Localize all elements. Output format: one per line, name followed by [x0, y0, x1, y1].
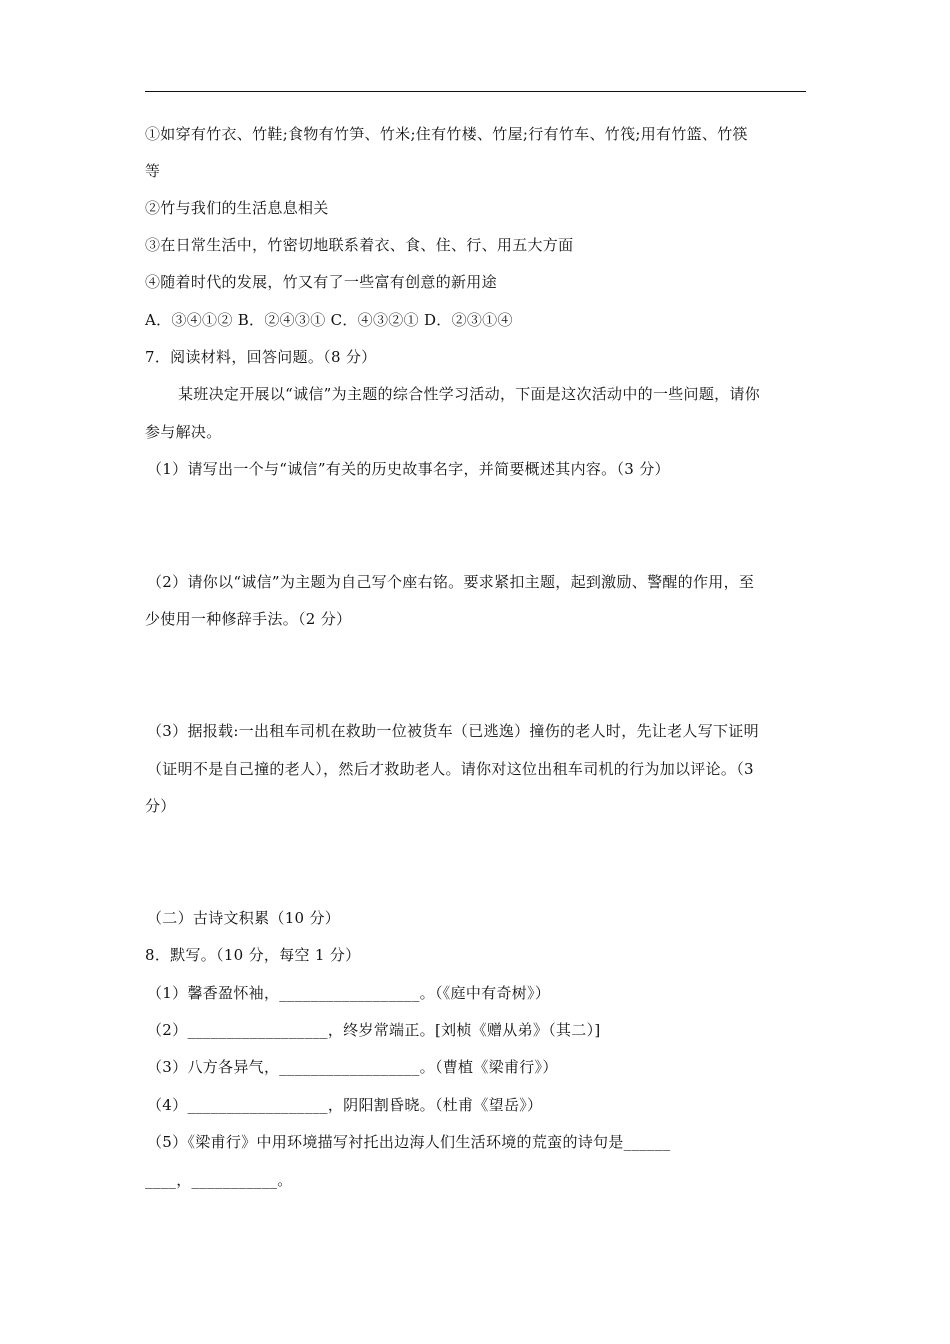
- question-7-intro: 某班决定开展以“诚信”为主题的综合性学习活动，下面是这次活动中的一些问题，请你: [178, 385, 761, 403]
- option-3-line: ③在日常生活中，竹密切地联系着衣、食、住、行、用五大方面: [145, 236, 574, 254]
- question-8-item-2: （2）__________________，终岁常端正。[刘桢《赠从弟》（其二）]: [147, 1021, 601, 1039]
- option-1-line: ①如穿有竹衣、竹鞋;食物有竹笋、竹米;住有竹楼、竹屋;行有竹车、竹筏;用有竹篮、竹筷: [145, 125, 748, 143]
- question-7-part-3-continued: （证明不是自己撞的老人），然后才救助老人。请你对这位出租车司机的行为加以评论。（3: [147, 760, 754, 778]
- option-4-line: ④随着时代的发展，竹又有了一些富有创意的新用途: [145, 273, 497, 291]
- question-7-part-2: （2）请你以“诚信”为主题为自己写个座右铭。要求紧扣主题，起到激励、警醒的作用，至: [147, 573, 755, 591]
- question-8-item-1: （1）馨香盈怀袖，__________________。（《庭中有奇树》）: [147, 984, 551, 1002]
- question-8-item-5: （5）《梁甫行》中用环境描写衬托出边海人们生活环境的荒蛮的诗句是______: [147, 1133, 671, 1151]
- header-rule: [145, 91, 806, 92]
- answer-choices: A．③④①② B．②④③① C．④③②① D．②③①④: [145, 311, 513, 329]
- question-7-part-2-continued: 少使用一种修辞手法。（2 分）: [145, 610, 352, 628]
- section-2-heading: （二）古诗文积累（10 分）: [147, 909, 341, 927]
- question-8-item-5-continued: ____，___________。: [145, 1171, 293, 1189]
- option-2-line: ②竹与我们的生活息息相关: [145, 199, 329, 217]
- question-7-title: 7．阅读材料，回答问题。（8 分）: [145, 348, 377, 366]
- question-7-part-3: （3）据报载:一出租车司机在救助一位被货车（已逃逸）撞伤的老人时，先让老人写下证明: [147, 722, 759, 740]
- question-7-part-3-end: 分）: [145, 797, 176, 815]
- question-7-part-1: （1）请写出一个与“诚信”有关的历史故事名字，并简要概述其内容。（3 分）: [147, 460, 670, 478]
- question-8-item-4: （4）__________________，阴阳割昏晓。（杜甫《望岳》）: [147, 1096, 543, 1114]
- question-8-title: 8．默写。（10 分，每空 1 分）: [145, 946, 361, 964]
- option-1-continued: 等: [145, 162, 161, 180]
- question-7-intro-continued: 参与解决。: [145, 423, 222, 441]
- question-8-item-3: （3）八方各异气，__________________。（曹植《梁甫行》）: [147, 1058, 558, 1076]
